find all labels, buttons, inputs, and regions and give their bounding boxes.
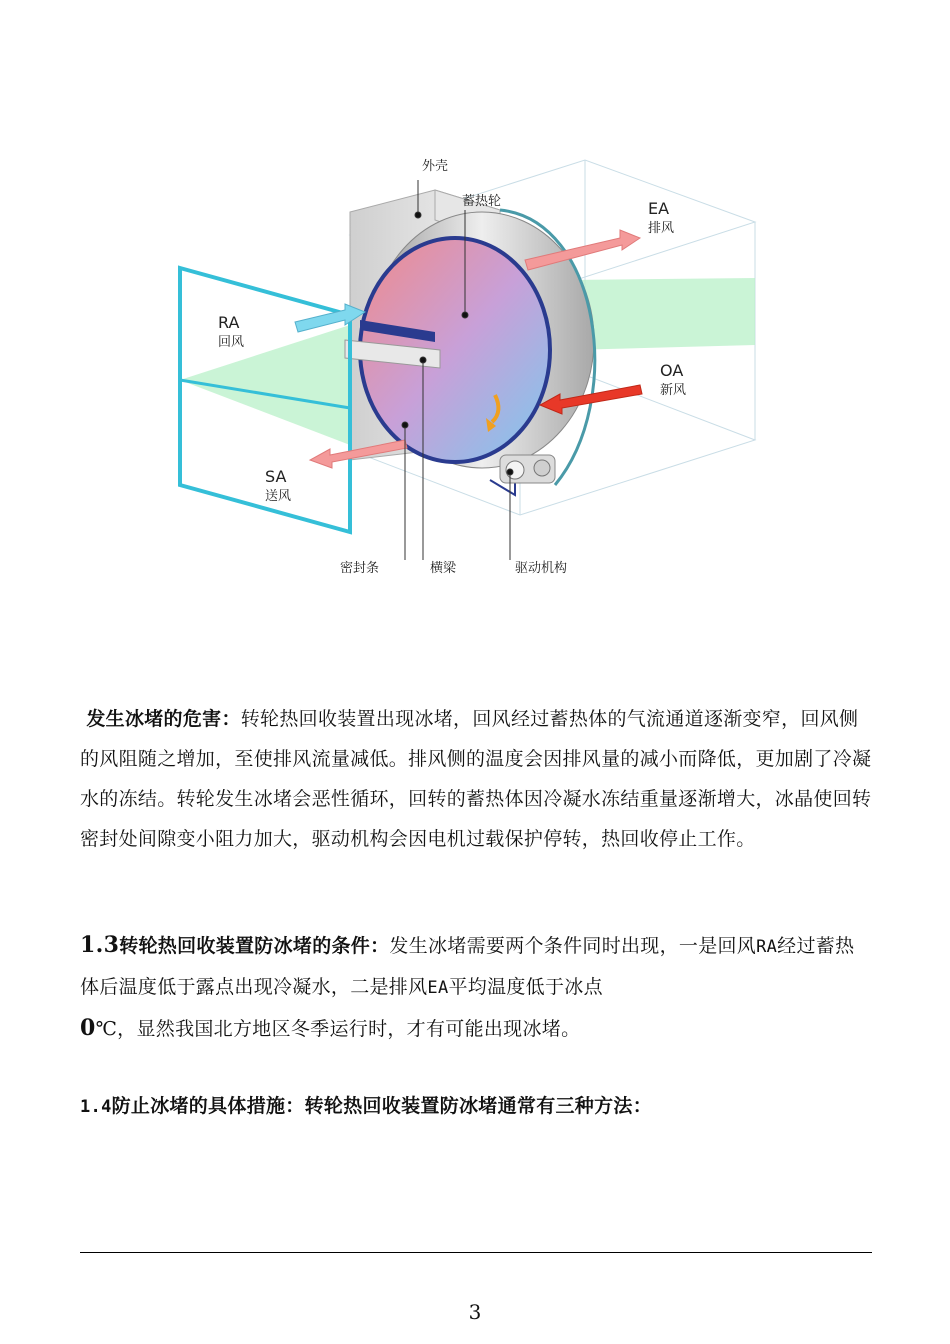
label-wheel: 蓄热轮 bbox=[462, 194, 502, 209]
label-sa-name: 送风 bbox=[265, 489, 292, 504]
body-ice-conditions-c: 平均温度低于冰点 bbox=[448, 976, 603, 998]
label-sa-code: SA bbox=[265, 467, 287, 486]
term-ra: RA bbox=[756, 937, 778, 957]
heading-ice-hazard: 发生冰堵的危害： bbox=[86, 708, 241, 730]
label-ra-name: 回风 bbox=[218, 335, 245, 350]
body-ice-hazard: 转轮热回收装置出现冰堵，回风经过蓄热体的气流通道逐渐变窄，回风侧的风阻随之增加，至使排风流量减低。排风侧的温度会因排风量的减小而降低，更加剧了冷凝水的冻结。转轮发生冰堵会恶性循环，回转的蓄热体因冷凝水冻结重量逐渐增大，冰晶使回转密封处间隙变小阻力加大，驱动机构会因电机过载保护停转，热回收停止工作。 bbox=[80, 708, 872, 850]
paragraph-ice-hazard bbox=[80, 699, 872, 859]
zero-value: 0 bbox=[80, 1015, 96, 1041]
label-ra-code: RA bbox=[218, 313, 240, 332]
footer-divider bbox=[80, 1252, 872, 1253]
label-beam: 横梁 bbox=[430, 561, 457, 576]
label-drive: 驱动机构 bbox=[515, 561, 568, 576]
paragraph-ice-conditions bbox=[80, 925, 872, 1049]
body-ice-conditions-a: 发生冰堵需要两个条件同时出现，一是回风 bbox=[389, 935, 757, 957]
label-oa-code: OA bbox=[660, 361, 684, 380]
label-oa-name: 新风 bbox=[660, 383, 687, 398]
page-number: 3 bbox=[468, 1300, 482, 1324]
paragraph-prevention bbox=[80, 1086, 872, 1127]
label-ea-code: EA bbox=[648, 199, 670, 218]
body-ice-conditions-b: 经过蓄热体后温度低于露点出现冷凝水，二是排风 bbox=[80, 935, 855, 998]
body-ice-conditions-d: ℃，显然我国北方地区冬季运行时，才有可能出现冰堵。 bbox=[95, 1018, 581, 1040]
label-seal: 密封条 bbox=[340, 561, 380, 576]
label-shell: 外壳 bbox=[422, 159, 449, 174]
exhaust-plane bbox=[570, 278, 755, 350]
heading-ice-conditions: 转轮热回收装置防冰堵的条件： bbox=[119, 935, 390, 957]
section-number-1-3: 1.3 bbox=[80, 932, 120, 958]
section-number-1-4: 1.4 bbox=[80, 1097, 112, 1117]
heat-wheel-diagram bbox=[170, 150, 780, 580]
label-ea-name: 排风 bbox=[648, 221, 675, 236]
heading-prevention: 防止冰堵的具体措施：转轮热回收装置防冰堵通常有三种方法： bbox=[111, 1095, 653, 1117]
term-ea: EA bbox=[427, 978, 449, 998]
